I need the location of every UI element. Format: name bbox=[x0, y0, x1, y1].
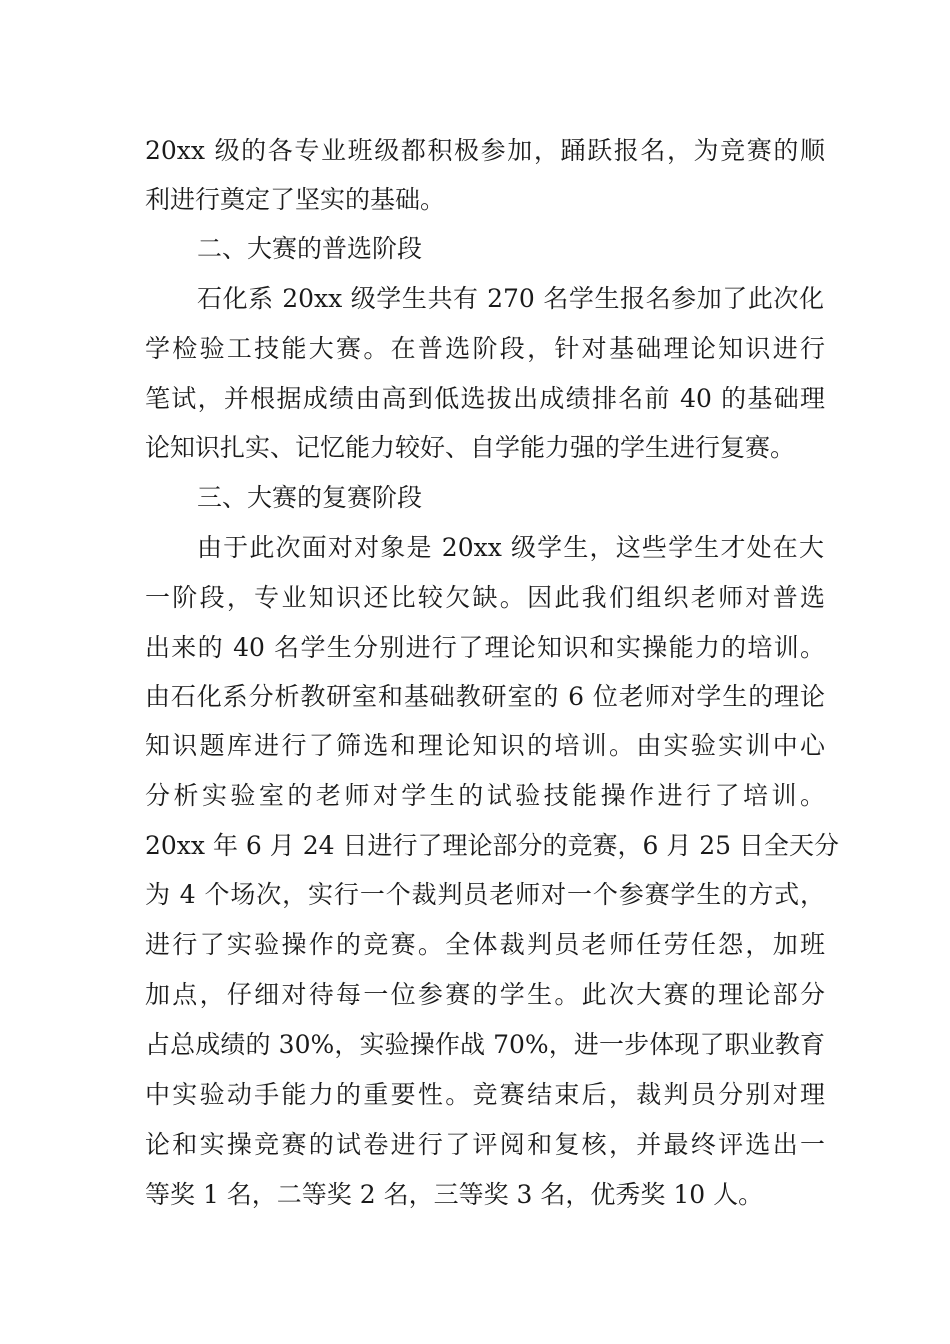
paragraph-3-line-8: 为 4 个场次，实行一个裁判员老师对一个参赛学生的方式， bbox=[145, 880, 825, 909]
paragraph-2-line-4: 论知识扎实、记忆能力较好、自学能力强的学生进行复赛。 bbox=[145, 433, 796, 462]
paragraph-3-line-12: 中实验动手能力的重要性。竞赛结束后，裁判员分别对理 bbox=[145, 1080, 825, 1109]
paragraph-1-line-2: 利进行奠定了坚实的基础。 bbox=[145, 185, 446, 214]
paragraph-3-line-6: 分析实验室的老师对学生的试验技能操作进行了培训。 bbox=[145, 781, 825, 810]
paragraph-3-line-7: 20xx 年 6 月 24 日进行了理论部分的竞赛，6 月 25 日全天分 bbox=[145, 831, 840, 860]
paragraph-3-line-4: 由石化系分析教研室和基础教研室的 6 位老师对学生的理论 bbox=[145, 682, 825, 711]
section-heading-2: 二、大赛的普选阶段 bbox=[197, 234, 423, 263]
paragraph-2-line-3: 笔试，并根据成绩由高到低选拔出成绩排名前 40 的基础理 bbox=[145, 384, 825, 413]
paragraph-2-line-2: 学检验工技能大赛。在普选阶段，针对基础理论知识进行 bbox=[145, 334, 825, 363]
paragraph-3-line-14: 等奖 1 名，二等奖 2 名，三等奖 3 名，优秀奖 10 人。 bbox=[145, 1180, 764, 1209]
paragraph-1-line-1: 20xx 级的各专业班级都积极参加，踊跃报名，为竞赛的顺 bbox=[145, 136, 825, 165]
paragraph-3-line-9: 进行了实验操作的竞赛。全体裁判员老师任劳任怨，加班 bbox=[145, 930, 825, 959]
paragraph-3-line-11: 占总成绩的 30%，实验操作战 70%，进一步体现了职业教育 bbox=[145, 1030, 825, 1059]
paragraph-3-line-1: 由于此次面对对象是 20xx 级学生，这些学生才处在大 bbox=[197, 533, 824, 562]
paragraph-3-line-13: 论和实操竞赛的试卷进行了评阅和复核，并最终评选出一 bbox=[145, 1130, 825, 1159]
section-heading-3: 三、大赛的复赛阶段 bbox=[197, 483, 423, 512]
paragraph-3-line-2: 一阶段，专业知识还比较欠缺。因此我们组织老师对普选 bbox=[145, 583, 825, 612]
paragraph-3-line-5: 知识题库进行了筛选和理论知识的培训。由实验实训中心 bbox=[145, 731, 825, 760]
paragraph-3-line-3: 出来的 40 名学生分别进行了理论知识和实操能力的培训。 bbox=[145, 633, 825, 662]
paragraph-3-line-10: 加点，仔细对待每一位参赛的学生。此次大赛的理论部分 bbox=[145, 980, 825, 1009]
paragraph-2-line-1: 石化系 20xx 级学生共有 270 名学生报名参加了此次化 bbox=[197, 284, 824, 313]
